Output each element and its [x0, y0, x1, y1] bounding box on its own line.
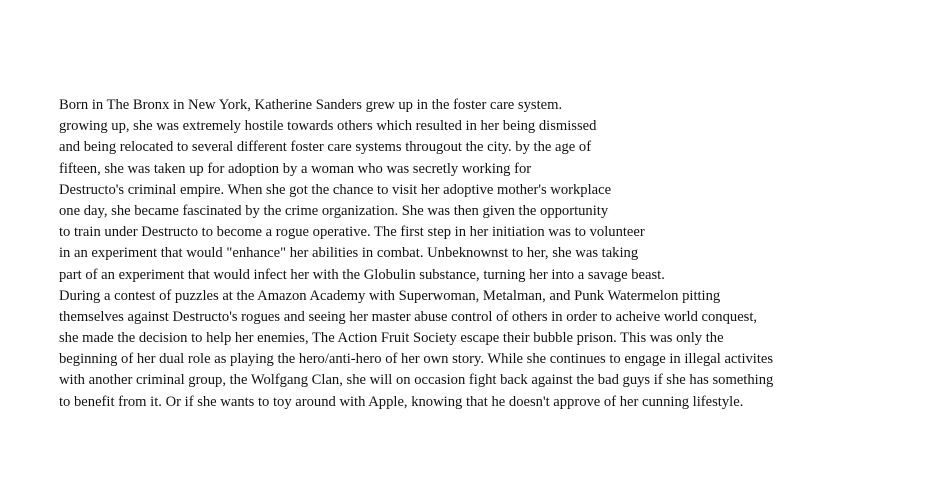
text-line: with another criminal group, the Wolfgang Clan, she will on occasion fight back against the bad guys if she has something	[59, 372, 774, 389]
text-line: she made the decision to help her enemies, The Action Fruit Society escape their bubble prison. This was only the	[59, 330, 724, 347]
text-line: During a contest of puzzles at the Amazon Academy with Superwoman, Metalman, and Punk Watermelon pitting	[59, 287, 721, 304]
text-line: themselves against Destructo's rogues and seeing her master abuse control of others in order to acheive world conquest,	[59, 308, 758, 325]
text-line: Destructo's criminal empire. When she got the chance to visit her adoptive mother's workplace	[59, 181, 612, 198]
text-line: fifteen, she was taken up for adoption by a woman who was secretly working for	[59, 160, 532, 177]
text-line: in an experiment that would "enhance" her abilities in combat. Unbeknownst to her, she was taking	[59, 245, 639, 262]
text-line: growing up, she was extremely hostile towards others which resulted in her being dismissed	[59, 118, 597, 135]
text-line: Born in The Bronx in New York, Katherine Sanders grew up in the foster care system.	[59, 97, 563, 113]
text-line: beginning of her dual role as playing the hero/anti-hero of her own story. While she continues to engage in illegal activites	[59, 351, 774, 368]
text-line: to train under Destructo to become a rogue operative. The first step in her initiation was to volunteer	[59, 224, 645, 241]
document-body	[59, 95, 929, 413]
text-line: part of an experiment that would infect her with the Globulin substance, turning her into a savage beast.	[59, 266, 665, 283]
text-line: and being relocated to several different foster care systems througout the city. by the age of	[59, 139, 592, 156]
text-line: one day, she became fascinated by the crime organization. She was then given the opportunity	[59, 202, 609, 219]
text-line: to benefit from it. Or if she wants to toy around with Apple, knowing that he doesn't approve of her cunning lifestyle.	[59, 393, 744, 410]
